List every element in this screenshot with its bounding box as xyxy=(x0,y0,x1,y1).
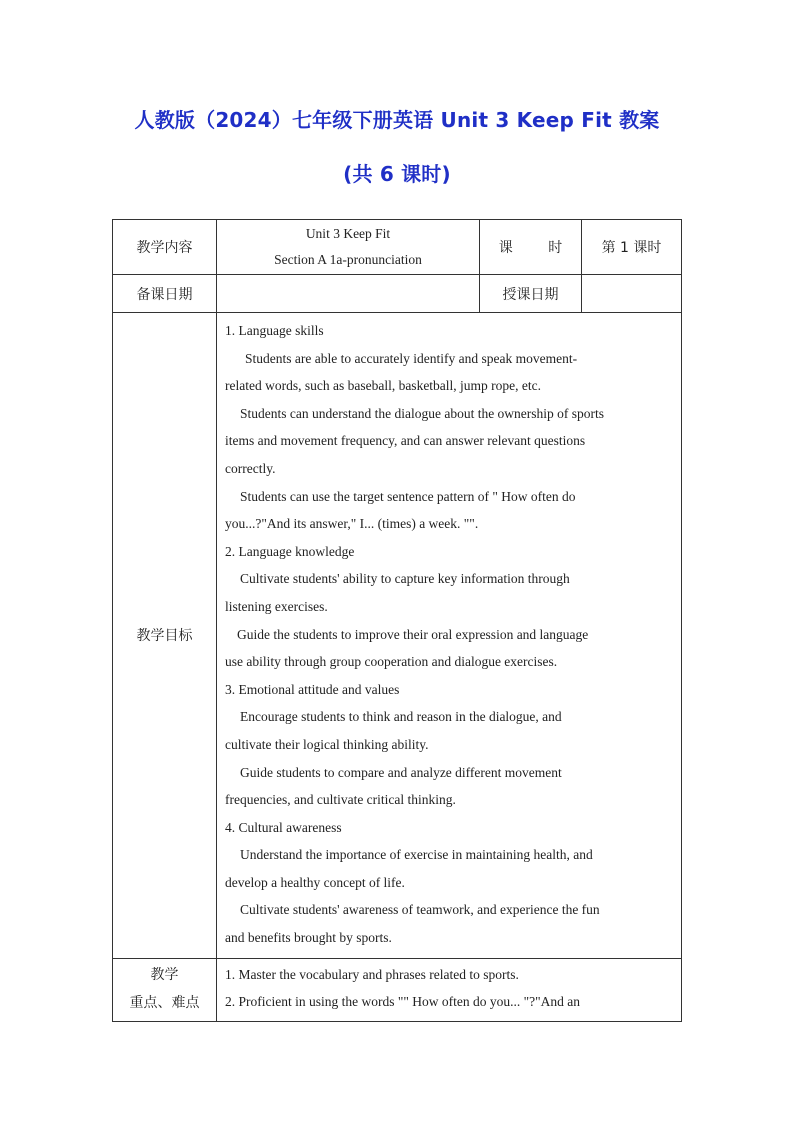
document-title: 人教版（2024）七年级下册英语 Unit 3 Keep Fit 教案 xyxy=(134,108,660,132)
table-row-dates xyxy=(113,275,682,313)
objectives-line: Students can use the target sentence pattern of " How often do xyxy=(240,488,576,504)
label-teaching-objectives: 教学目标 xyxy=(113,313,217,959)
key-point-line: 1. Master the vocabulary and phrases related to sports. xyxy=(225,966,519,982)
objectives-line: and benefits brought by sports. xyxy=(225,930,392,946)
objectives-line: use ability through group cooperation and dialogue exercises. xyxy=(225,654,558,670)
table-row-key-points xyxy=(113,958,682,1021)
objectives-line: 1. Language skills xyxy=(225,323,324,338)
label-period-text: 课 时 xyxy=(498,240,563,256)
unit-title: Unit 3 Keep Fit xyxy=(305,226,391,241)
label-key-line2: 重点、难点 xyxy=(129,994,200,1011)
key-points-content xyxy=(217,958,682,1021)
objectives-line: items and movement frequency, and can answer relevant questions xyxy=(225,433,586,449)
document-subtitle: (共 6 课时) xyxy=(343,162,451,186)
unit-section-cell xyxy=(217,220,480,275)
objectives-line: Understand the importance of exercise in maintaining health, and xyxy=(240,847,593,863)
objectives-line: 4. Cultural awareness xyxy=(225,819,342,835)
objectives-line: Encourage students to think and reason in the dialogue, and xyxy=(240,709,562,725)
table-row-objectives xyxy=(113,313,682,959)
key-point-line: 2. Proficient in using the words "" How often do you... "?"And an xyxy=(225,994,580,1010)
objectives-line: Students are able to accurately identify and speak movement- xyxy=(245,350,578,366)
lesson-plan-table xyxy=(112,219,682,1022)
label-teach-date: 授课日期 xyxy=(480,275,582,313)
label-teaching-content: 教学内容 xyxy=(113,220,217,275)
objectives-line: cultivate their logical thinking ability. xyxy=(225,736,429,752)
objectives-line: Students can understand the dialogue about the ownership of sports xyxy=(240,405,605,421)
objectives-line: listening exercises. xyxy=(225,598,328,614)
objectives-line: Cultivate students' ability to capture key information through xyxy=(240,571,570,587)
period-value: 第 1 课时 xyxy=(582,220,682,275)
objectives-line: Cultivate students' awareness of teamwork, and experience the fun xyxy=(240,902,600,918)
objectives-line: frequencies, and cultivate critical thinking. xyxy=(225,792,456,808)
label-prep-date: 备课日期 xyxy=(113,275,217,313)
objectives-line: 2. Language knowledge xyxy=(225,543,355,559)
label-key-difficult-points xyxy=(113,958,217,1021)
objectives-line: related words, such as baseball, basketball, jump rope, etc. xyxy=(225,378,542,394)
objectives-content xyxy=(217,313,682,959)
label-period xyxy=(480,220,582,275)
objectives-line: you...?"And its answer," I... (times) a week. "". xyxy=(225,516,479,532)
objectives-line: Guide the students to improve their oral expression and language xyxy=(237,626,589,642)
table-row-content xyxy=(113,220,682,275)
section-name: Section A 1a-pronunciation xyxy=(274,252,422,267)
prep-date-value xyxy=(217,275,480,313)
teach-date-value xyxy=(582,275,682,313)
objectives-line: correctly. xyxy=(225,460,276,476)
label-key-line1: 教学 xyxy=(150,967,179,984)
objectives-line: develop a healthy concept of life. xyxy=(225,874,405,890)
objectives-line: 3. Emotional attitude and values xyxy=(225,681,400,697)
objectives-line: Guide students to compare and analyze different movement xyxy=(240,764,562,780)
